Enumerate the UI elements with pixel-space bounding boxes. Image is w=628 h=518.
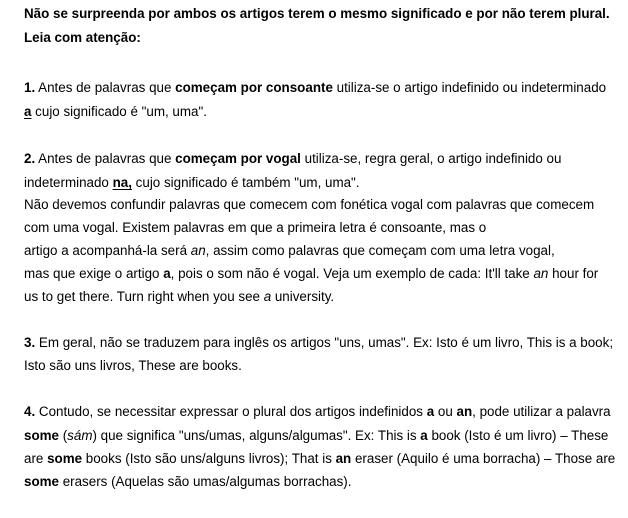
- p4-bold-a: a: [426, 404, 435, 419]
- p4-bold-a: a: [420, 428, 428, 443]
- p4-text: ) que significa "uns/umas, alguns/algumas". Ex: This is: [92, 428, 421, 443]
- p2-line-6: [24, 265, 598, 283]
- p1-number: 1.: [24, 80, 36, 95]
- p4-text: are: [24, 451, 48, 466]
- p4-text: , pode utilizar a palavra: [472, 404, 611, 419]
- p2-italic-an: an: [190, 243, 206, 258]
- p1-line-1: [24, 79, 606, 97]
- p2-number: 2.: [24, 151, 36, 166]
- p1-emphasis: começam por consoante: [175, 80, 333, 95]
- p3-text: Em geral, não se traduzem para inglês os artigos "uns, umas". Ex: Isto é um livro, This is a book;: [35, 335, 614, 350]
- p2-text: university.: [271, 289, 335, 304]
- p2-text: Antes de palavras que: [35, 151, 176, 166]
- p4-line-4: [24, 473, 351, 491]
- p1-text: utiliza-se o artigo indefinido ou indeterminado: [332, 80, 607, 95]
- p4-italic-sam: sám: [67, 428, 93, 443]
- p4-line-2: [24, 427, 608, 445]
- intro-line-2: Leia com atenção:: [24, 30, 141, 45]
- p2-bold-a: a: [163, 266, 171, 281]
- p2-text: utiliza-se, regra geral, o artigo indefinido ou: [300, 151, 562, 166]
- p2-line-1: [24, 150, 561, 168]
- p2-line-3: Não devemos confundir palavras que comecem com fonética vogal com palavras que comecem: [24, 197, 595, 212]
- p1-article-a: a: [24, 104, 32, 119]
- p2-line-2: [24, 174, 360, 192]
- p2-line-4: com uma vogal. Existem palavras em que a primeira letra é consoante, mas o: [24, 220, 487, 235]
- p2-emphasis: começam por vogal: [175, 151, 301, 166]
- p4-text: books (Isto são uns/alguns livros); That is: [82, 451, 336, 466]
- p2-text: cujo significado é também "um, uma".: [131, 175, 360, 190]
- p2-text: artigo a acompanhá-la será: [24, 243, 191, 258]
- p2-italic-a: a: [263, 289, 272, 304]
- p4-text: eraser (Aquilo é uma borracha) – Those are: [351, 451, 616, 466]
- p2-line-5: [24, 242, 555, 260]
- p4-text: erasers (Aquelas são umas/algumas borrachas).: [58, 474, 352, 489]
- p4-text: ou: [434, 404, 457, 419]
- p4-bold-some: some: [47, 451, 83, 466]
- p2-italic-an: an: [533, 266, 549, 281]
- p4-line-1: [24, 403, 611, 421]
- p1-line-2: [24, 103, 207, 121]
- p2-text: us to get there. Turn right when you see: [24, 289, 264, 304]
- p2-text: hour for: [548, 266, 599, 281]
- p4-bold-an: an: [335, 451, 352, 466]
- p3-line-1: [24, 334, 613, 352]
- p4-text: (: [58, 428, 68, 443]
- p2-line-7: [24, 288, 334, 306]
- p1-text: Antes de palavras que: [35, 80, 176, 95]
- p4-bold-some: some: [24, 428, 59, 443]
- p3-number: 3.: [24, 335, 36, 350]
- p4-text: book (Isto é um livro) – These: [427, 428, 609, 443]
- p4-line-3: [24, 450, 615, 468]
- p4-number: 4.: [24, 404, 36, 419]
- p2-text: indeterminado: [24, 175, 113, 190]
- p3-line-2: Isto são uns livros, These are books.: [24, 358, 242, 373]
- intro-line-1: Não se surpreenda por ambos os artigos terem o mesmo significado e por não terem plural.: [24, 6, 610, 21]
- p4-bold-an: an: [456, 404, 473, 419]
- p1-text: cujo significado é "um, uma".: [31, 104, 207, 119]
- p2-text: , pois o som não é vogal. Veja um exemplo de cada: It'll take: [170, 266, 534, 281]
- p2-text: , assim como palavras que começam com uma letra vogal,: [205, 243, 555, 258]
- p2-text: mas que exige o artigo: [24, 266, 164, 281]
- p4-bold-some: some: [24, 474, 59, 489]
- p4-text: Contudo, se necessitar expressar o plural dos artigos indefinidos: [35, 404, 427, 419]
- p2-article-na: na,: [112, 175, 132, 190]
